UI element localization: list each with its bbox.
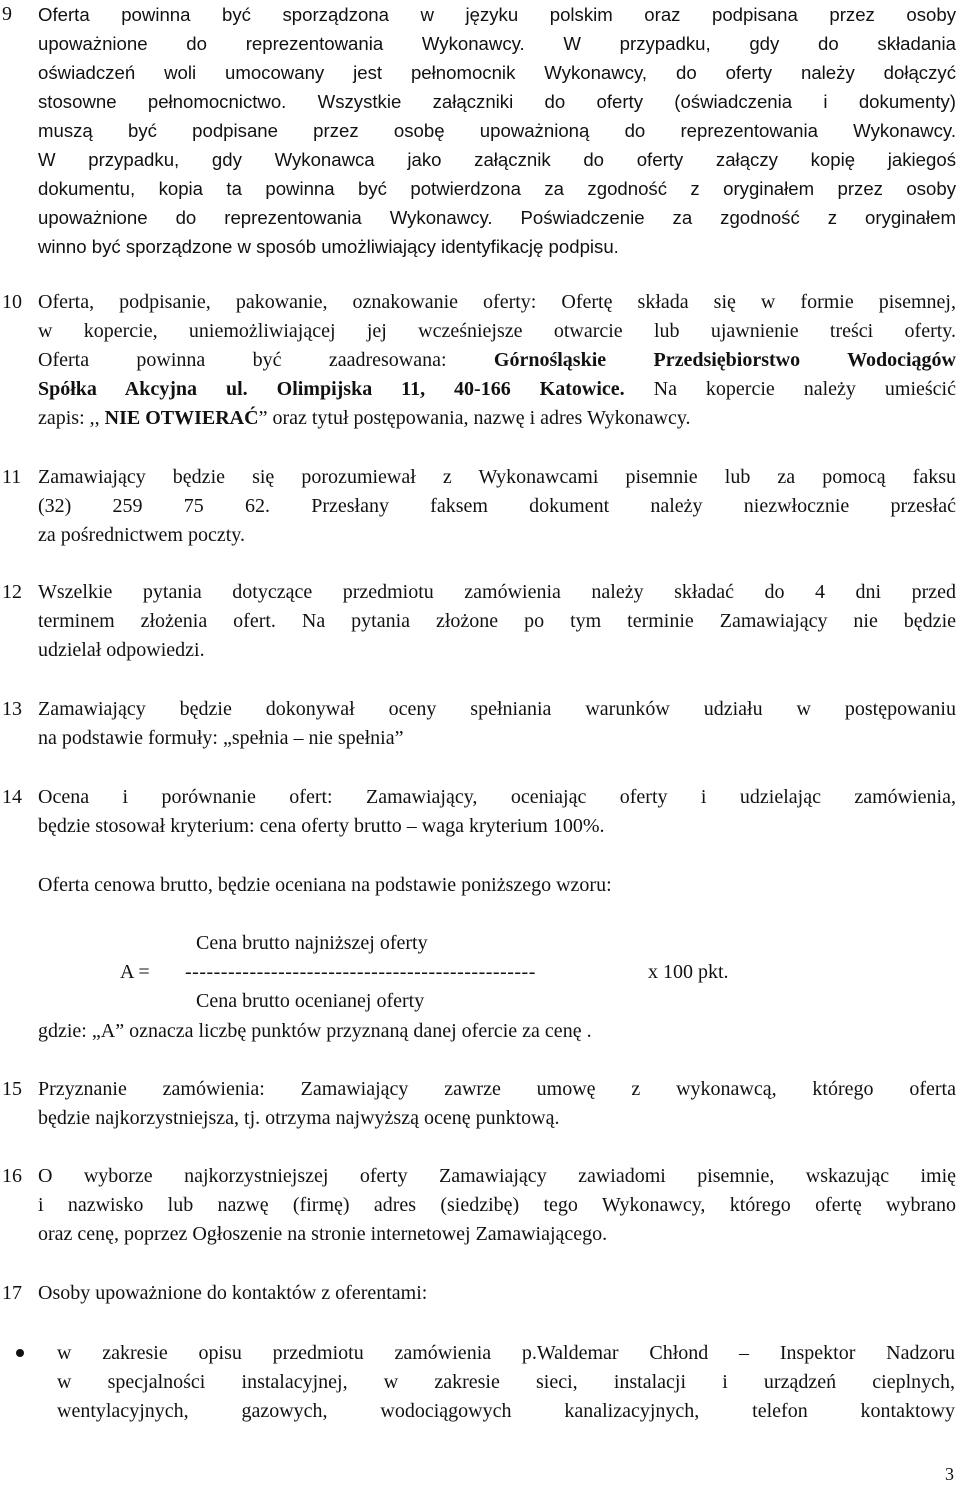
- text-line: W przypadku, gdy Wykonawca jako załącznik do oferty załączy kopię jakiegoś: [38, 149, 956, 170]
- section-12: [0, 578, 960, 665]
- formula-numerator: Cena brutto najniższej oferty: [196, 932, 428, 954]
- text-line: wentylacyjnych, gazowych, wodociągowych kanalizacyjnych, telefon kontaktowy: [57, 1400, 955, 1422]
- envelope-suffix: ” oraz tytuł postępowania, nazwę i adres Wykonawcy.: [258, 407, 691, 429]
- section-number: 13: [2, 698, 22, 720]
- section-number: 11: [2, 466, 22, 488]
- section-9: [0, 0, 960, 261]
- formula-multiplier: x 100 pkt.: [648, 961, 729, 983]
- text-line: terminem złożenia ofert. Na pytania złożone po tym terminie Zamawiający nie będzie: [38, 610, 956, 632]
- section-17: [0, 1279, 960, 1308]
- formula-legend: gdzie: „A” oznacza liczbę punktów przyznaną danej ofercie za cenę .: [38, 1020, 592, 1042]
- text-line: [38, 404, 956, 433]
- text-line: w kopercie, uniemożliwiającej jej wcześniejsze otwarcie lub ujawnienie treści oferty.: [38, 320, 956, 342]
- envelope-prefix: zapis: ,,: [38, 407, 105, 429]
- section-11: [0, 463, 960, 550]
- section-text: [38, 463, 956, 550]
- text-line: oświadczeń woli umocowany jest pełnomocnik Wykonawcy, do oferty należy dołączyć: [38, 62, 956, 83]
- text-line: Osoby upoważnione do kontaktów z oferentami:: [38, 1282, 428, 1304]
- text-line: (32) 259 75 62. Przesłany faksem dokument należy niezwłocznie przesłać: [38, 495, 956, 517]
- formula-intro: Oferta cenowa brutto, będzie oceniana na podstawie poniższego wzoru:: [38, 874, 612, 896]
- bullet-dot-icon: [16, 1349, 24, 1357]
- address-intro: Oferta powinna być zaadresowana:: [38, 349, 494, 371]
- section-15: [0, 1075, 960, 1133]
- text-line: oraz cenę, poprzez Ogłoszenie na stronie internetowej Zamawiającego.: [38, 1223, 608, 1245]
- formula-denominator: Cena brutto ocenianej oferty: [196, 990, 425, 1012]
- section-number: 17: [2, 1282, 22, 1304]
- section-16: [0, 1162, 960, 1249]
- section-number: 10: [2, 291, 22, 313]
- text-line: w specjalności instalacyjnej, w zakresie sieci, instalacji i urządzeń cieplnych,: [57, 1371, 955, 1393]
- section-text: [38, 288, 956, 433]
- section-text: [38, 1075, 956, 1133]
- bullet-text: [57, 1339, 955, 1426]
- text-line: Ocena i porównanie ofert: Zamawiający, oceniając oferty i udzielając zamówienia,: [38, 786, 956, 808]
- text-line: będzie stosował kryterium: cena oferty brutto – waga kryterium 100%.: [38, 815, 605, 837]
- section-number: 9: [2, 3, 12, 25]
- section-number: 12: [2, 581, 22, 603]
- section-text: [38, 695, 956, 753]
- text-line: stosowne pełnomocnictwo. Wszystkie załączniki do oferty (oświadczenia i dokumenty): [38, 91, 956, 112]
- text-line: będzie najkorzystniejsza, tj. otrzyma najwyższą ocenę punktową.: [38, 1107, 560, 1129]
- section-text: [38, 0, 956, 261]
- page-number: 3: [945, 1464, 954, 1484]
- section-number: 15: [2, 1078, 22, 1100]
- text-line: [38, 375, 956, 404]
- text-line: w zakresie opisu przedmiotu zamówienia p.Waldemar Chłond – Inspektor Nadzoru: [57, 1342, 955, 1364]
- text-line: upoważnione do reprezentowania Wykonawcy. W przypadku, gdy do składania: [38, 33, 956, 54]
- envelope-note: Na kopercie należy umieścić: [624, 378, 956, 400]
- section-text: [38, 578, 956, 665]
- text-line: i nazwisko lub nazwę (firmę) adres (siedzibę) tego Wykonawcy, którego ofertę wybrano: [38, 1194, 956, 1216]
- formula-fraction-bar: -------------------------------------------------: [185, 961, 536, 983]
- text-line: muszą być podpisane przez osobę upoważnioną do reprezentowania Wykonawcy.: [38, 120, 956, 141]
- address-street: Spółka Akcyjna ul. Olimpijska 11, 40-166 Katowice.: [38, 378, 625, 400]
- section-10: [0, 288, 960, 433]
- section-text: [38, 1279, 956, 1308]
- text-line: Przyznanie zamówienia: Zamawiający zawrze umowę z wykonawcą, którego oferta: [38, 1078, 956, 1100]
- text-line: dokumentu, kopia ta powinna być potwierdzona za zgodność z oryginałem przez osoby: [38, 178, 956, 199]
- text-line: upoważnione do reprezentowania Wykonawcy. Poświadczenie za zgodność z oryginałem: [38, 207, 956, 228]
- formula-lhs: A =: [120, 961, 150, 983]
- text-line: Oferta, podpisanie, pakowanie, oznakowanie oferty: Ofertę składa się w formie pisemnej,: [38, 291, 956, 313]
- do-not-open-label: NIE OTWIERAĆ: [104, 407, 259, 429]
- text-line: Zamawiający będzie dokonywał oceny spełniania warunków udziału w postępowaniu: [38, 698, 956, 720]
- section-text: [38, 783, 956, 841]
- section-13: [0, 695, 960, 753]
- section-number: 14: [2, 786, 22, 808]
- section-14: [0, 783, 960, 841]
- section-number: 16: [2, 1165, 22, 1187]
- address-company: Górnośląskie Przedsiębiorstwo Wodociągów: [493, 349, 956, 371]
- text-line: [38, 346, 956, 375]
- text-line: Wszelkie pytania dotyczące przedmiotu zamówienia należy składać do 4 dni przed: [38, 581, 956, 603]
- text-line: O wyborze najkorzystniejszej oferty Zamawiający zawiadomi pisemnie, wskazując imię: [38, 1165, 956, 1187]
- text-line: winno być sporządzone w sposób umożliwiający identyfikację podpisu.: [38, 236, 619, 257]
- text-line: udzielał odpowiedzi.: [38, 639, 205, 661]
- contact-bullet: [0, 1339, 960, 1426]
- text-line: na podstawie formuły: „spełnia – nie spełnia”: [38, 727, 404, 749]
- section-text: [38, 1162, 956, 1249]
- text-line: Zamawiający będzie się porozumiewał z Wykonawcami pisemnie lub za pomocą faksu: [38, 466, 956, 488]
- text-line: za pośrednictwem poczty.: [38, 524, 245, 546]
- text-line: Oferta powinna być sporządzona w języku polskim oraz podpisana przez osoby: [38, 4, 956, 25]
